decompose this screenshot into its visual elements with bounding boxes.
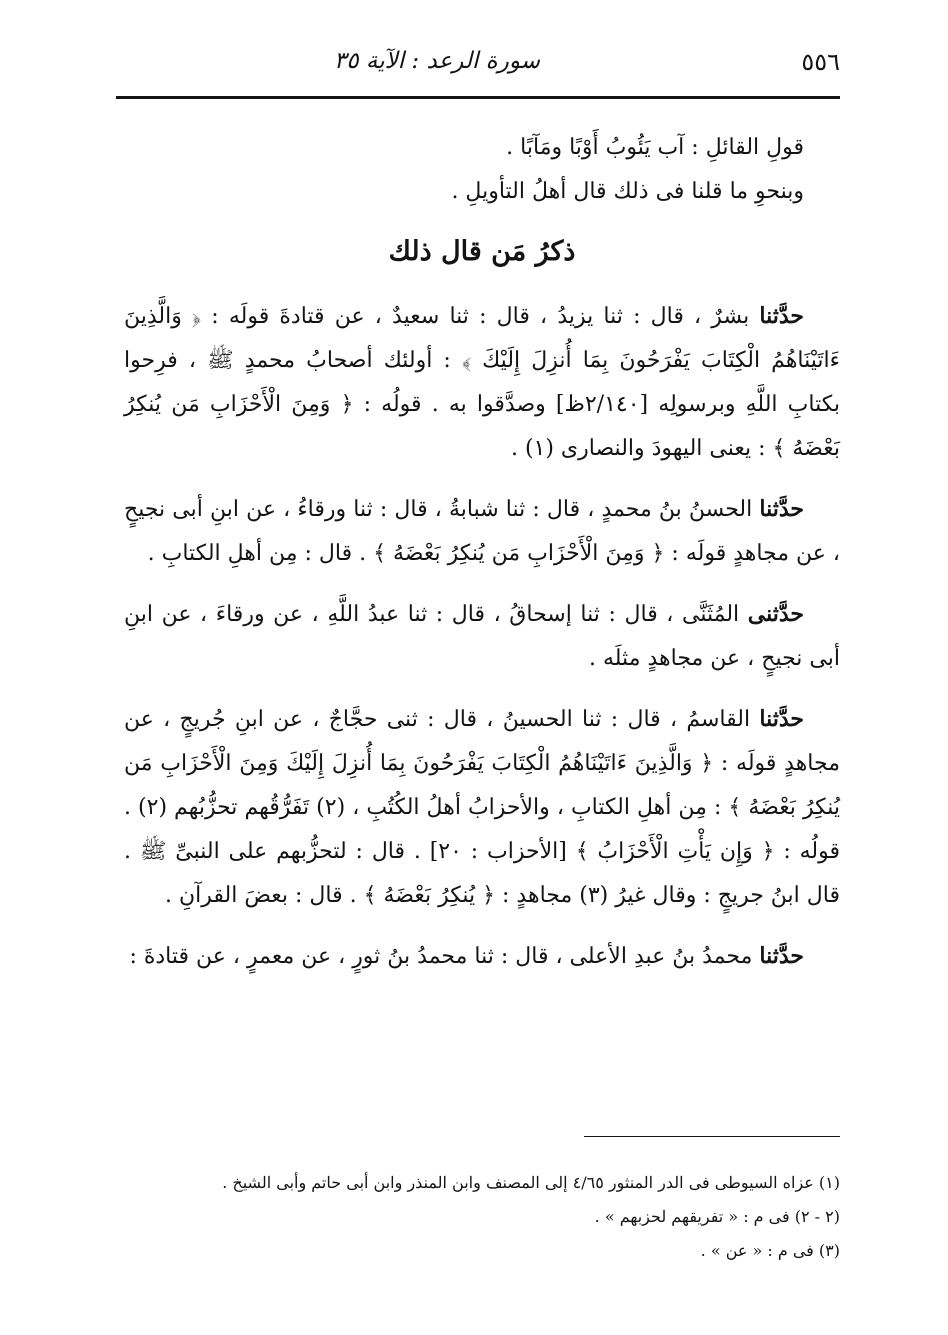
narration-lead: حدَّثنى — [747, 601, 805, 627]
running-title: سورة الرعد : الآية ٣٥ — [333, 48, 540, 74]
paragraph-2: وبنحوِ ما قلنا فى ذلك قال أهلُ التأويلِ . — [451, 179, 804, 204]
paragraph-4 — [124, 487, 840, 576]
footnote-rule — [584, 1136, 840, 1137]
main-text — [124, 126, 840, 979]
paragraph-7-text: محمدُ بنُ عبدِ الأعلى ، قال : ثنا محمدُ بنُ ثورٍ ، عن معمرٍ ، عن قتادةَ : — [129, 944, 760, 969]
narration-lead: حدَّثنا — [759, 943, 804, 969]
footnote-1: (١) عزاه السيوطى فى الدر المنثور ٤/٦٥ إلى المصنف وابن المنذر وابن أبى حاتم وأبى الشيخ . — [222, 1173, 840, 1192]
paragraph-3-text: بشرٌ ، قال : ثنا يزيدُ ، قال : ثنا سعيدٌ ، عن قتادةَ قولَه : ﴿ وَالَّذِينَ ءَاتَيْنَاهُمُ الْكِتَابَ يَفْرَحُونَ بِمَا أُنزِلَ إِلَيْكَ ﴾ : أولئك أصحابُ محمدٍ ﷺ ، فرِحوا بكتابِ اللَّهِ وبرسولِه [٢/١٤٠ظ] وصدَّقوا به . قولُه : ﴿ وَمِنَ الْأَحْزَابِ مَن يُنكِرُ بَعْضَهُ ﴾ : يعنى اليهودَ والنصارى (١) . — [124, 304, 840, 461]
section-heading: ذكرُ مَن قال ذلك — [388, 236, 576, 267]
header-rule — [116, 96, 840, 99]
paragraph-3 — [124, 294, 840, 471]
paragraph-4-text: الحسنُ بنُ محمدٍ ، قال : ثنا شبابةُ ، قال : ثنا ورقاءُ ، عن ابنِ أبى نجيحٍ ، عن مجاهدٍ قولَه : ﴿ وَمِنَ الْأَحْزَابِ مَن يُنكِرُ بَعْضَهُ ﴾ . قال : مِن أهلِ الكتابِ . — [124, 497, 840, 566]
narration-lead: حدَّثنا — [759, 706, 804, 732]
footnotes — [124, 1166, 840, 1268]
paragraph-5 — [124, 592, 840, 681]
narration-lead: حدَّثنا — [759, 303, 804, 329]
page-header — [116, 44, 840, 84]
paragraph-1: قولِ القائلِ : آب يَئُوبُ أَوْبًا ومَآبًا . — [506, 135, 804, 160]
paragraph-6-text: القاسمُ ، قال : ثنا الحسينُ ، قال : ثنى حجَّاجٌ ، عن ابنِ جُريجٍ ، عن مجاهدٍ قولَه : ﴿ وَالَّذِينَ ءَاتَيْنَاهُمُ الْكِتَابَ يَفْرَحُونَ بِمَا أُنزِلَ إِلَيْكَ وَمِنَ الْأَحْزَابِ مَن يُنكِرُ بَعْضَهُ ﴾ : مِن أهلِ الكتابِ ، والأحزابُ أهلُ الكُتُبِ ، (٢) تَفَرُّقُهم تحزُّبُهم (٢) . قولُه : ﴿ وَإِن يَأْتِ الْأَحْزَابُ ﴾ [الأحزاب : ٢٠] . قال : لتحزُّبهم على النبىِّ ﷺ . قال ابنُ جريجٍ : وقال غيرُ (٣) مجاهدٍ : ﴿ يُنكِرُ بَعْضَهُ ﴾ . قال : بعضَ القرآنِ . — [124, 707, 841, 908]
page-number: ٥٥٦ — [801, 48, 840, 76]
footnote-3: (٣) فى م : « عن » . — [700, 1241, 840, 1260]
paragraph-7 — [124, 934, 840, 979]
paragraph-5-text: المُثَنَّى ، قال : ثنا إسحاقُ ، قال : ثنا عبدُ اللَّهِ ، عن ورقاءَ ، عن ابنِ أبى نجيحٍ ، عن مجاهدٍ مثلَه . — [124, 602, 840, 671]
paragraph-6 — [124, 697, 840, 918]
footnote-2: (٢ - ٢) فى م : « تفريقهم لحزبهم » . — [594, 1207, 840, 1226]
narration-lead: حدَّثنا — [759, 496, 804, 522]
